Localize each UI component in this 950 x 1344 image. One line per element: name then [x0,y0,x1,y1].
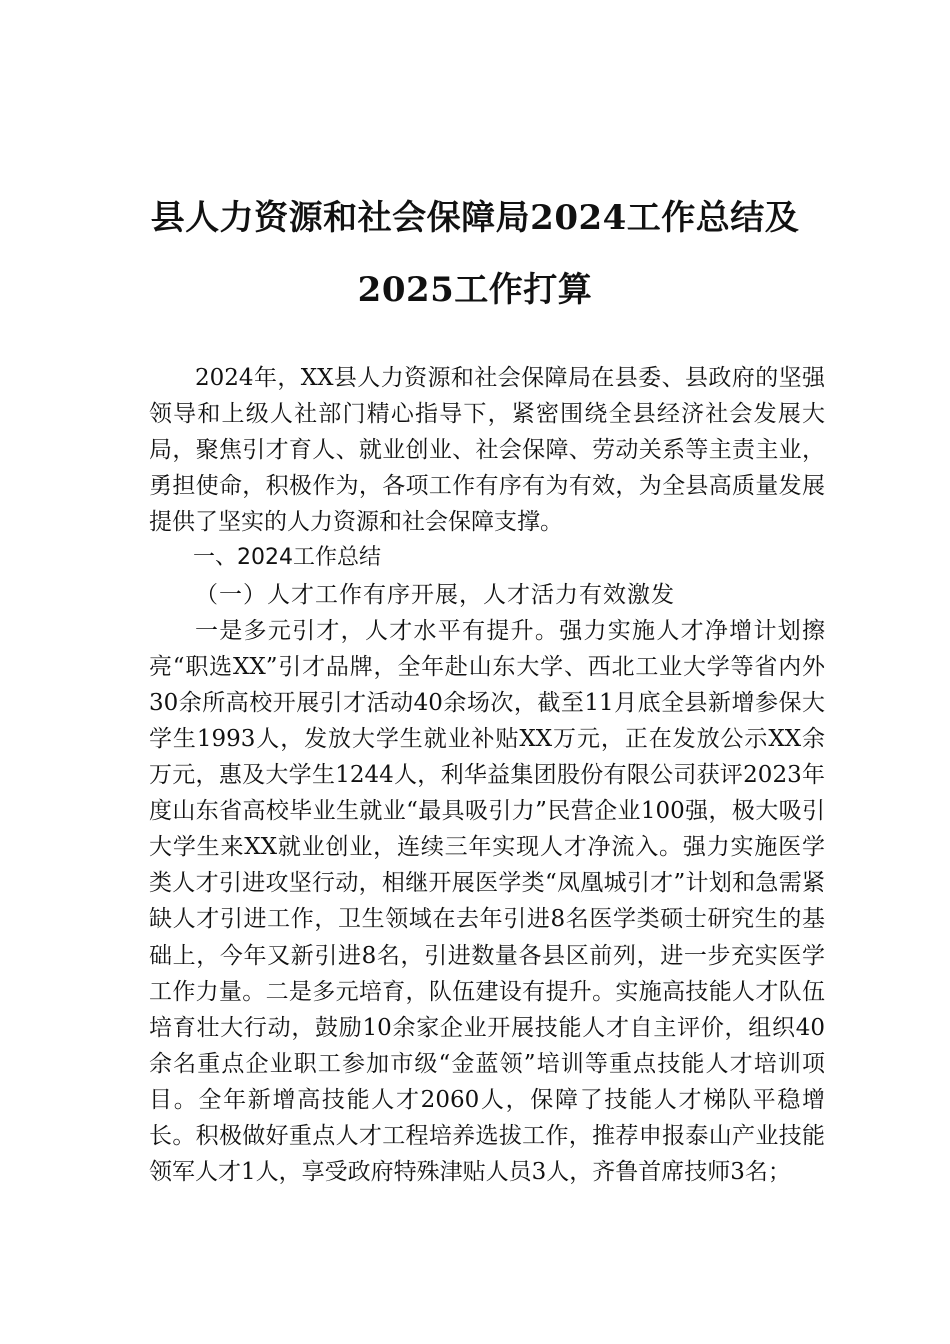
body-paragraph: 一是多元引才，人才水平有提升。强力实施人才净增计划擦亮“职选XX”引才品牌，全年赴山东大学、西北工业大学等省内外30余所高校开展引才活动40余场次，截至11月底全县新增参保大学生1993人，发放大学生就业补贴XX万元，正在发放公示XX余万元，惠及大学生1244人，利华益集团股份有限公司获评2023年度山东省高校毕业生就业“最具吸引力”民营企业100强，极大吸引大学生来XX就业创业，连续三年实现人才净流入。强力实施医学类人才引进攻坚行动，相继开展医学类“凤凰城引才”计划和急需紧缺人才引进工作，卫生领域在去年引进8名医学类硕士研究生的基础上，今年又新引进8名，引进数量各县区前列，进一步充实医学工作力量。二是多元培育，队伍建设有提升。实施高技能人才队伍培育壮大行动，鼓励10余家企业开展技能人才自主评价，组织40余名重点企业职工参加市级“金蓝领”培训等重点技能人才培训项目。全年新增高技能人才2060人，保障了技能人才梯队平稳增长。积极做好重点人才工程培养选拔工作，推荐申报泰山产业技能领军人才1人，享受政府特殊津贴人员3人，齐鲁首席技师3名； [149,617,825,1186]
document-body [149,360,825,1190]
document-title-line-1: 县人力资源和社会保障局2024工作总结及 [150,198,800,238]
subsection-heading: （一）人才工作有序开展，人才活力有效激发 [195,581,675,608]
section-heading: 一、2024工作总结 [193,545,381,571]
intro-paragraph: 2024年，XX县人力资源和社会保障局在县委、县政府的坚强领导和上级人社部门精心指导下，紧密围绕全县经济社会发展大局，聚焦引才育人、就业创业、社会保障、劳动关系等主责主业，勇担使命，积极作为，各项工作有序有为有效，为全县高质量发展提供了坚实的人力资源和社会保障支撑。 [149,365,825,536]
document-title-line-2: 2025工作打算 [357,270,593,310]
